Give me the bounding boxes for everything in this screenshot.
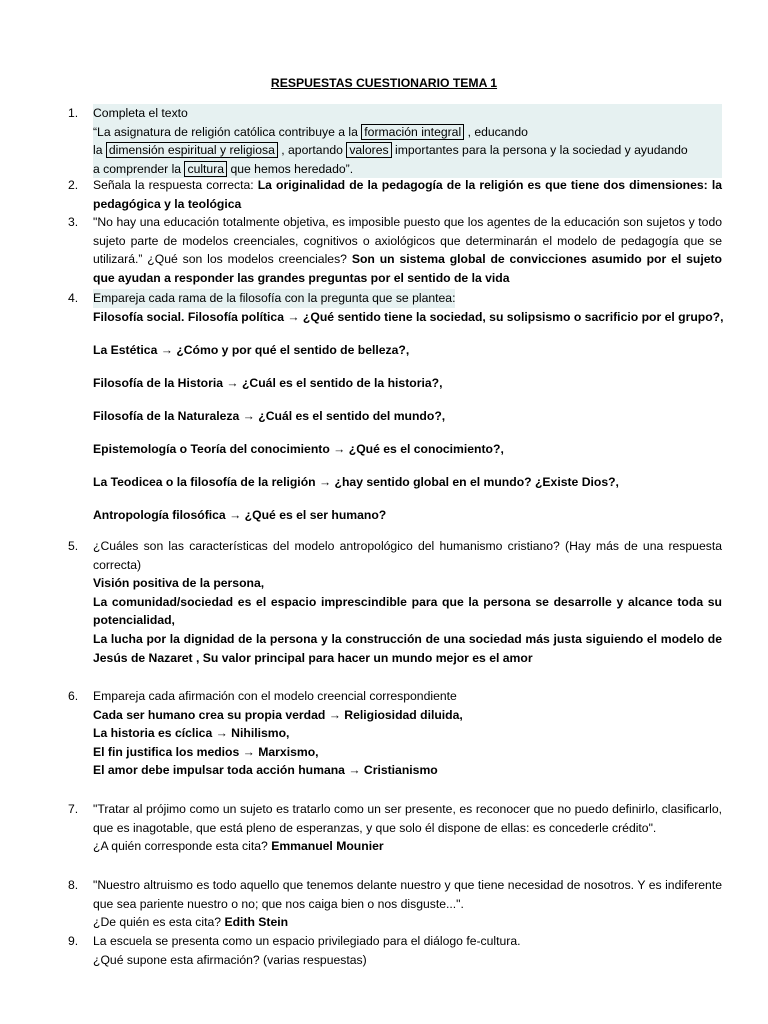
- question-7-question: ¿A quién corresponde esta cita?: [93, 839, 268, 854]
- question-9: [68, 932, 722, 969]
- question-8-quote: "Nuestro altruismo es todo aquello que tenemos delante nuestro y que tiene necesidad de nosotros. Y es indiferente que sea pariente nuestro o no; que nos caiga bien o nos disguste...".: [93, 878, 722, 911]
- pair-filosofia-naturaleza: Filosofía de la Naturaleza → ¿Cuál es el sentido del mundo?,: [93, 408, 446, 423]
- pair-antropologia: Antropología filosófica → ¿Qué es el ser humano?: [93, 508, 387, 523]
- question-5-text: ¿Cuáles son las características del modelo antropológico del humanismo cristiano? (Hay más de una respuesta correcta): [93, 539, 722, 572]
- question-8-question: ¿De quién es esta cita?: [93, 915, 222, 930]
- question-8-question-line: [93, 913, 722, 932]
- answer-comunidad: La comunidad/sociedad es el espacio imprescindible para que la persona se desarrolle y alcance toda su potencialidad,: [93, 594, 722, 628]
- text-fragment: , educando: [467, 124, 528, 139]
- question-7: [68, 800, 722, 856]
- pair-teodicea: La Teodicea o la filosofía de la religión → ¿hay sentido global en el mundo? ¿Existe Dios?,: [93, 475, 619, 490]
- answer-vision-positiva: Visión positiva de la persona,: [93, 576, 265, 591]
- answer-box-dimension-espiritual: dimensión espiritual y religiosa: [106, 142, 278, 158]
- pair-fin-medios: El fin justifica los medios → Marxismo,: [93, 744, 319, 759]
- question-7-quote: "Tratar al prójimo como un sujeto es tratarlo como un ser presente, es reconocer que no puedo definirlo, clasificarlo, que es inagotable, que está pleno de esperanzas, y que solo él dispone de ellas: es concederle crédito".: [93, 802, 722, 835]
- pair-filosofia-historia: Filosofía de la Historia → ¿Cuál es el sentido de la historia?,: [93, 375, 443, 390]
- question-8: [68, 876, 722, 932]
- question-3-body: [93, 213, 722, 287]
- question-number: 5.: [68, 539, 79, 553]
- answer-lucha-dignidad: La lucha por la dignidad de la persona y la construcción de una sociedad más justa siguiendo el modelo de Jesús de Nazaret , Su valor principal para hacer un mundo mejor es el amor: [93, 631, 722, 665]
- question-1-body: [93, 104, 722, 178]
- pair-historia-ciclica: La historia es cíclica → Nihilismo,: [93, 726, 290, 741]
- question-3-answer: Son un sistema global de convicciones asumido por el sujeto que ayudan a responder las grandes preguntas por el sentido de la vida: [93, 252, 723, 285]
- question-8-body: [93, 876, 722, 932]
- question-4: [68, 289, 722, 525]
- question-6: [68, 687, 722, 780]
- question-number: 2.: [68, 178, 79, 192]
- question-number: 1.: [68, 106, 79, 120]
- question-6-text: Empareja cada afirmación con el modelo creencial correspondiente: [93, 689, 457, 703]
- text-fragment: “La asignatura de religión católica contribuye a la: [93, 124, 358, 139]
- question-number: 9.: [68, 934, 79, 948]
- question-number: 4.: [68, 291, 79, 305]
- question-1-line-1: [93, 123, 722, 142]
- answer-box-valores: valores: [346, 142, 391, 158]
- question-9-body: [93, 932, 722, 969]
- question-1-heading: Completa el texto: [93, 106, 188, 120]
- question-8-answer: Edith Stein: [224, 915, 289, 930]
- question-number: 6.: [68, 689, 79, 703]
- question-number: 8.: [68, 878, 79, 892]
- answer-box-formacion-integral: formación integral: [361, 124, 464, 140]
- text-fragment: , aportando: [281, 143, 343, 158]
- pair-epistemologia: Epistemología o Teoría del conocimiento → ¿Qué es el conocimiento?,: [93, 441, 504, 456]
- question-5-body: [93, 537, 722, 667]
- text-fragment: a comprender la: [93, 161, 182, 176]
- pair-verdad-propia: Cada ser humano crea su propia verdad → Religiosidad diluida,: [93, 707, 463, 722]
- question-7-question-line: [93, 837, 722, 856]
- question-1-line-2: [93, 141, 722, 160]
- question-7-answer: Emmanuel Mounier: [271, 839, 384, 854]
- question-1: [68, 104, 722, 178]
- question-9-text: La escuela se presenta como un espacio privilegiado para el diálogo fe-cultura.: [93, 934, 521, 948]
- question-3: [68, 213, 722, 287]
- question-7-body: [93, 800, 722, 856]
- question-4-heading: Empareja cada rama de la filosofía con la pregunta que se plantea:: [93, 289, 455, 308]
- question-3-text: "No hay una educación totalmente objetiva, es imposible puesto que los agentes de la educación son sujetos y todo sujeto parte de modelos creenciales, cognitivos o axiológicos que determinarán el modelo de pedagogía que se utilizará.” ¿Qué son los modelos creenciales?: [93, 215, 722, 267]
- question-4-body: [93, 289, 722, 525]
- pair-filosofia-social: Filosofía social. Filosofía política → ¿Qué sentido tiene la sociedad, su solipsismo o sacrificio por el grupo?,: [93, 309, 724, 324]
- question-6-body: [93, 687, 722, 780]
- question-number: 3.: [68, 215, 79, 229]
- answer-box-cultura: cultura: [184, 161, 227, 177]
- question-5: [68, 537, 722, 667]
- question-2-text: Señala la respuesta correcta:: [93, 178, 254, 192]
- pair-estetica: La Estética → ¿Cómo y por qué el sentido de belleza?,: [93, 342, 410, 357]
- text-fragment: que hemos heredado”.: [227, 161, 354, 176]
- question-9-question: ¿Qué supone esta afirmación? (varias respuestas): [93, 952, 367, 967]
- question-2-answer: La originalidad de la pedagogía de la religión es que tiene dos dimensiones: la pedagógica y la teológica: [93, 178, 722, 211]
- page-title: RESPUESTAS CUESTIONARIO TEMA 1: [270, 76, 498, 90]
- question-2: [68, 176, 722, 213]
- text-fragment: importantes para la persona y la sociedad y ayudando: [391, 143, 688, 158]
- pair-amor: El amor debe impulsar toda acción humana → Cristianismo: [93, 763, 438, 778]
- text-fragment: la: [93, 143, 103, 158]
- question-number: 7.: [68, 802, 79, 816]
- question-2-body: [93, 176, 722, 213]
